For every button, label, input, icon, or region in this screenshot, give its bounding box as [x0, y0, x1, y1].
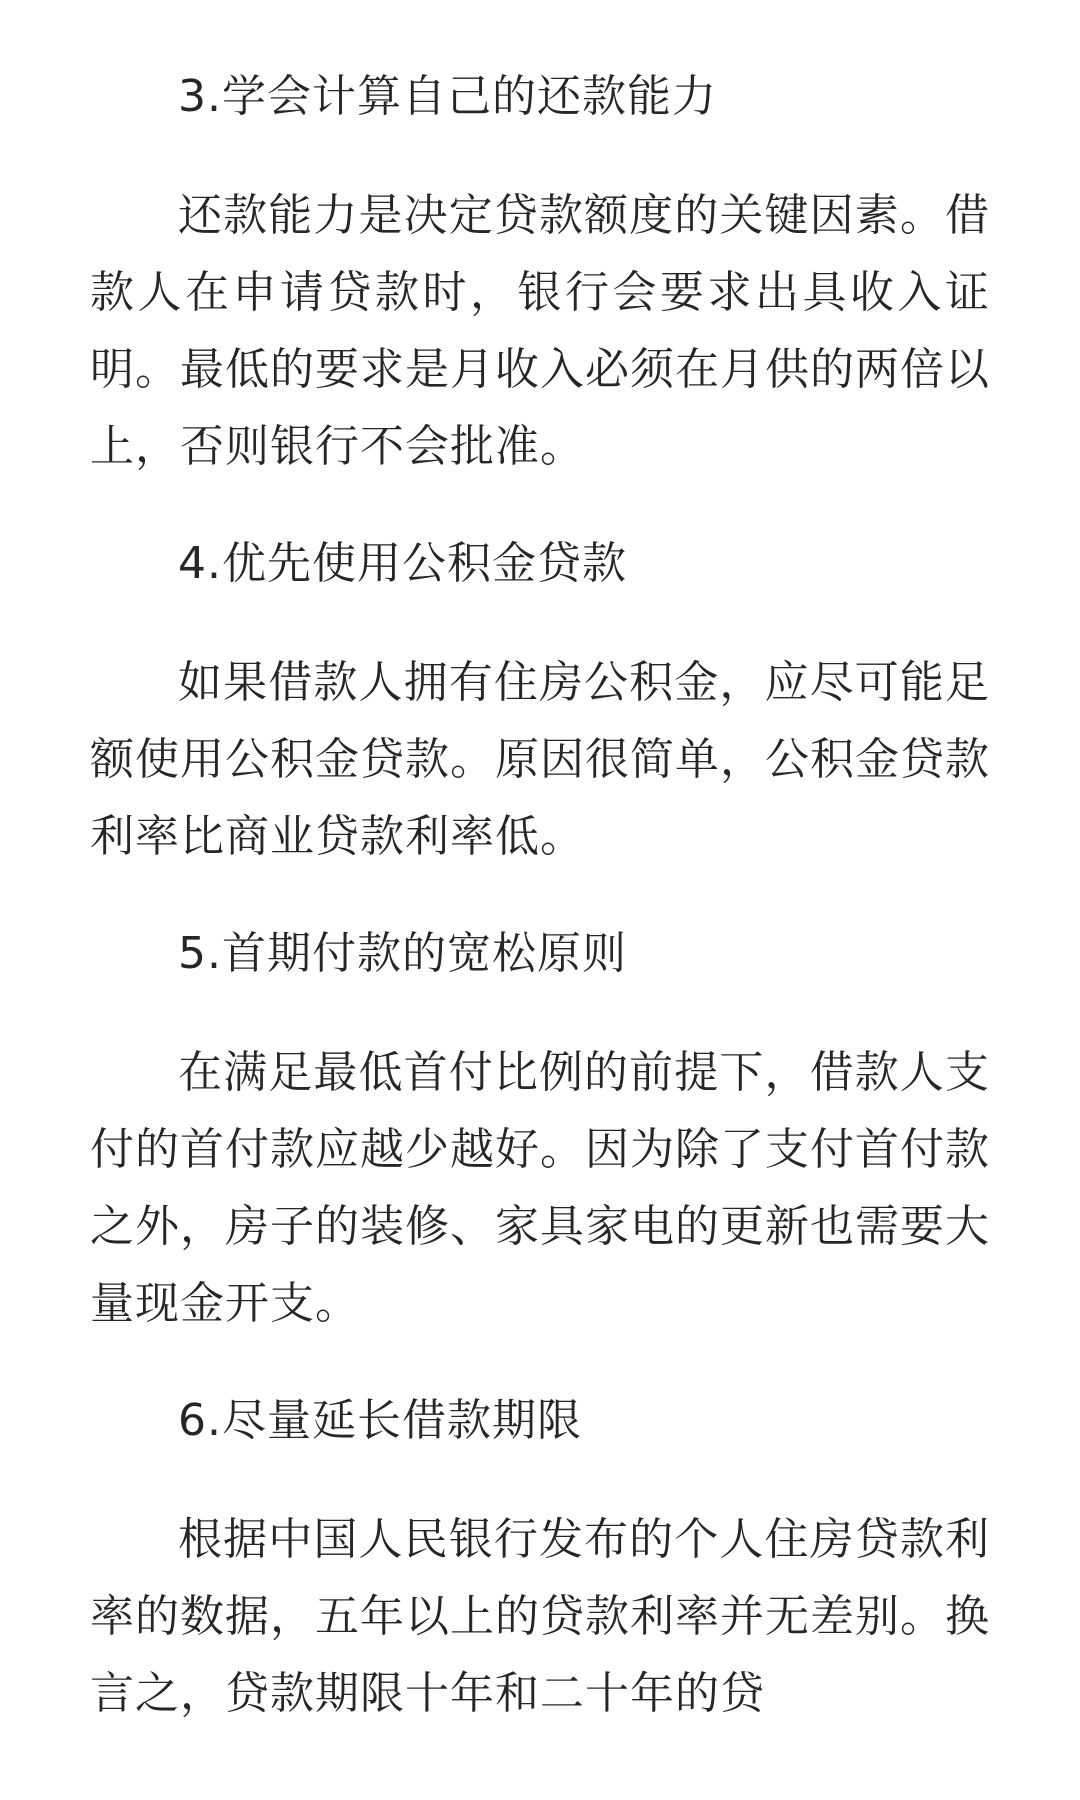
section-heading-6: 6.尽量延长借款期限 [178, 1395, 582, 1446]
section-body-3: 还款能力是决定贷款额度的关键因素。借款人在申请贷款时，银行会要求出具收入证明。最低的要求是月收入必须在月供的两倍以上，否则银行不会批准。 [90, 190, 990, 472]
section-heading-5: 5.首期付款的宽松原则 [178, 928, 627, 979]
section-body-5: 在满足最低首付比例的前提下，借款人支付的首付款应越少越好。因为除了支付首付款之外，房子的装修、家具家电的更新也需要大量现金开支。 [90, 1047, 990, 1329]
section-heading-4: 4.优先使用公积金贷款 [178, 538, 627, 589]
section-heading-3: 3.学会计算自己的还款能力 [178, 71, 717, 122]
section-body-4: 如果借款人拥有住房公积金，应尽可能足额使用公积金贷款。原因很简单，公积金贷款利率比商业贷款利率低。 [90, 657, 990, 862]
section-body-6: 根据中国人民银行发布的个人住房贷款利率的数据，五年以上的贷款利率并无差别。换言之，贷款期限十年和二十年的贷 [90, 1514, 990, 1719]
article-body [90, 58, 990, 1772]
